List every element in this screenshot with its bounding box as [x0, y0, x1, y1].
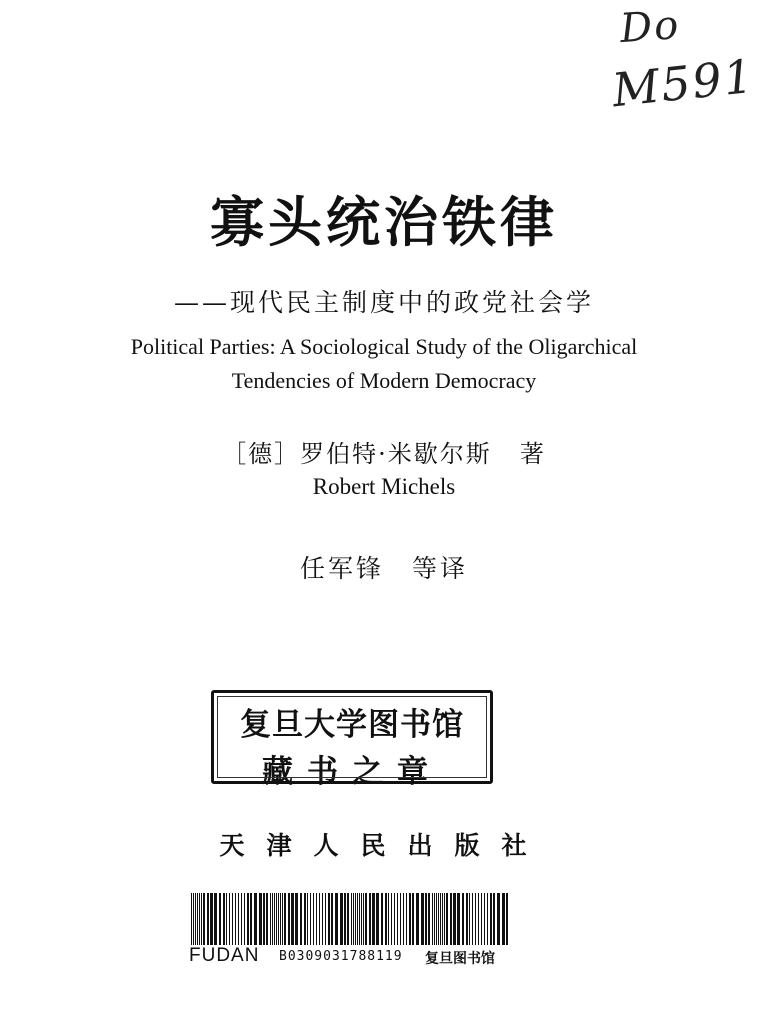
- barcode-bar: [272, 893, 273, 945]
- book-subtitle-cn: ——现代民主制度中的政党社会学: [173, 288, 594, 317]
- barcode-bar: [478, 893, 479, 945]
- barcode-bar: [259, 893, 262, 945]
- barcode-bar: [244, 893, 245, 945]
- barcode-bar: [203, 893, 205, 945]
- barcode-bar: [444, 893, 445, 945]
- barcode-bar: [394, 893, 395, 945]
- barcode-bar: [361, 893, 362, 945]
- barcode-bar: [197, 893, 198, 945]
- barcode-bar: [219, 893, 221, 945]
- author-cn: [0, 434, 768, 469]
- book-title-en: [40, 330, 728, 398]
- barcode-bar: [282, 893, 283, 945]
- barcode-bar: [274, 893, 275, 945]
- barcode-bar: [270, 893, 271, 945]
- barcode-bar: [450, 893, 452, 945]
- barcode-bar: [328, 893, 330, 945]
- barcode-bar: [347, 893, 349, 945]
- barcode-bar: [238, 893, 239, 945]
- barcode-bar: [291, 893, 294, 945]
- barcode-bar: [193, 893, 194, 945]
- barcode-bar: [372, 893, 375, 945]
- barcode-bar: [425, 893, 427, 945]
- barcode-bar: [322, 893, 323, 945]
- barcode-bar: [403, 893, 404, 945]
- barcode-bar: [475, 893, 476, 945]
- barcode-bar: [199, 893, 200, 945]
- barcode-bar: [502, 893, 505, 945]
- barcode-bar: [481, 893, 482, 945]
- barcode-bar: [412, 893, 414, 945]
- barcode-bar: [195, 893, 196, 945]
- barcode-bar: [472, 893, 473, 945]
- author-name-en: Robert Michels: [312, 474, 456, 499]
- author-role: 著: [519, 440, 546, 468]
- barcode-bar: [288, 893, 290, 945]
- barcode-bar: [493, 893, 495, 945]
- barcode-bar: [490, 893, 492, 945]
- barcode-bar: [469, 893, 470, 945]
- stamp-line1: 复旦大学图书馆: [240, 707, 464, 743]
- book-title-en-line2: Tendencies of Modern Democracy: [231, 368, 537, 393]
- author-name-cn: ［德］罗伯特·米歇尔斯: [222, 440, 492, 468]
- handwritten-note-line2: M591: [609, 48, 758, 118]
- barcode-bar: [310, 893, 311, 945]
- barcode-bar: [397, 893, 398, 945]
- barcode-bar: [440, 893, 441, 945]
- barcode-bar: [241, 893, 242, 945]
- barcode-bar: [442, 893, 443, 945]
- barcode-bar: [363, 893, 364, 945]
- barcode-bar: [484, 893, 485, 945]
- barcode-bar: [340, 893, 343, 945]
- barcode-bar: [284, 893, 286, 945]
- publisher: 天津人民出版社: [219, 831, 549, 860]
- barcode-bar: [434, 893, 435, 945]
- barcode-bar: [335, 893, 338, 945]
- barcode-bar: [388, 893, 389, 945]
- barcode-bar: [446, 893, 448, 945]
- barcode-bar: [369, 893, 371, 945]
- stamp-line2: 藏书之章: [262, 754, 442, 790]
- barcode-bar: [506, 893, 508, 945]
- barcode-bar: [214, 893, 217, 945]
- barcode-bar: [453, 893, 456, 945]
- barcode-bar: [497, 893, 500, 945]
- barcode-bar: [428, 893, 430, 945]
- barcode-bar: [280, 893, 281, 945]
- translator-name: 任军锋: [299, 554, 384, 583]
- barcode-bar: [432, 893, 433, 945]
- barcode-bar: [331, 893, 333, 945]
- barcode-bar: [457, 893, 460, 945]
- barcode-bar: [247, 893, 249, 945]
- barcode: [189, 893, 511, 945]
- barcode-bar: [351, 893, 352, 945]
- barcode-bar: [365, 893, 367, 945]
- barcode-bar: [207, 893, 209, 945]
- library-stamp: [211, 690, 493, 790]
- barcode-bar: [300, 893, 302, 945]
- barcode-library: 复旦图书馆: [425, 951, 495, 967]
- barcode-bar: [307, 893, 308, 945]
- barcode-bar: [344, 893, 346, 945]
- barcode-bar: [254, 893, 257, 945]
- barcode-bar: [359, 893, 360, 945]
- barcode-bar: [385, 893, 387, 945]
- barcode-bar: [391, 893, 392, 945]
- barcode-bar: [304, 893, 306, 945]
- barcode-bar: [409, 893, 411, 945]
- barcode-bar: [436, 893, 437, 945]
- barcode-bar: [232, 893, 233, 945]
- barcode-bar: [438, 893, 439, 945]
- barcode-bar: [191, 893, 192, 945]
- handwritten-note-line1: Do: [618, 1, 682, 53]
- barcode-bar: [319, 893, 320, 945]
- barcode-label: FUDAN: [189, 945, 260, 966]
- translator-role: 等译: [412, 554, 469, 583]
- barcode-bar: [416, 893, 419, 945]
- barcode-bar: [210, 893, 213, 945]
- barcode-bar: [276, 893, 277, 945]
- barcode-bar: [353, 893, 354, 945]
- barcode-bar: [226, 893, 227, 945]
- barcode-bar: [316, 893, 317, 945]
- barcode-bar: [223, 893, 225, 945]
- barcode-bar: [295, 893, 298, 945]
- translator: [0, 549, 768, 585]
- barcode-bar: [381, 893, 383, 945]
- barcode-bar: [229, 893, 230, 945]
- barcode-bar: [406, 893, 407, 945]
- barcode-bar: [263, 893, 265, 945]
- book-title-cn: 寡头统治铁律: [210, 190, 558, 254]
- barcode-bar: [355, 893, 356, 945]
- book-title-en-line1: Political Parties: A Sociological Study of the Oligarchical: [130, 334, 638, 359]
- barcode-bar: [235, 893, 236, 945]
- barcode-bar: [376, 893, 379, 945]
- barcode-bar: [466, 893, 468, 945]
- barcode-number: B0309031788119: [279, 949, 403, 964]
- barcode-bar: [278, 893, 279, 945]
- barcode-bar: [325, 893, 326, 945]
- barcode-bar: [421, 893, 424, 945]
- barcode-bar: [266, 893, 268, 945]
- barcode-bar: [357, 893, 358, 945]
- barcode-bar: [462, 893, 464, 945]
- barcode-bar: [487, 893, 488, 945]
- barcode-bar: [250, 893, 252, 945]
- barcode-bar: [400, 893, 401, 945]
- barcode-bar: [201, 893, 202, 945]
- barcode-bar: [313, 893, 314, 945]
